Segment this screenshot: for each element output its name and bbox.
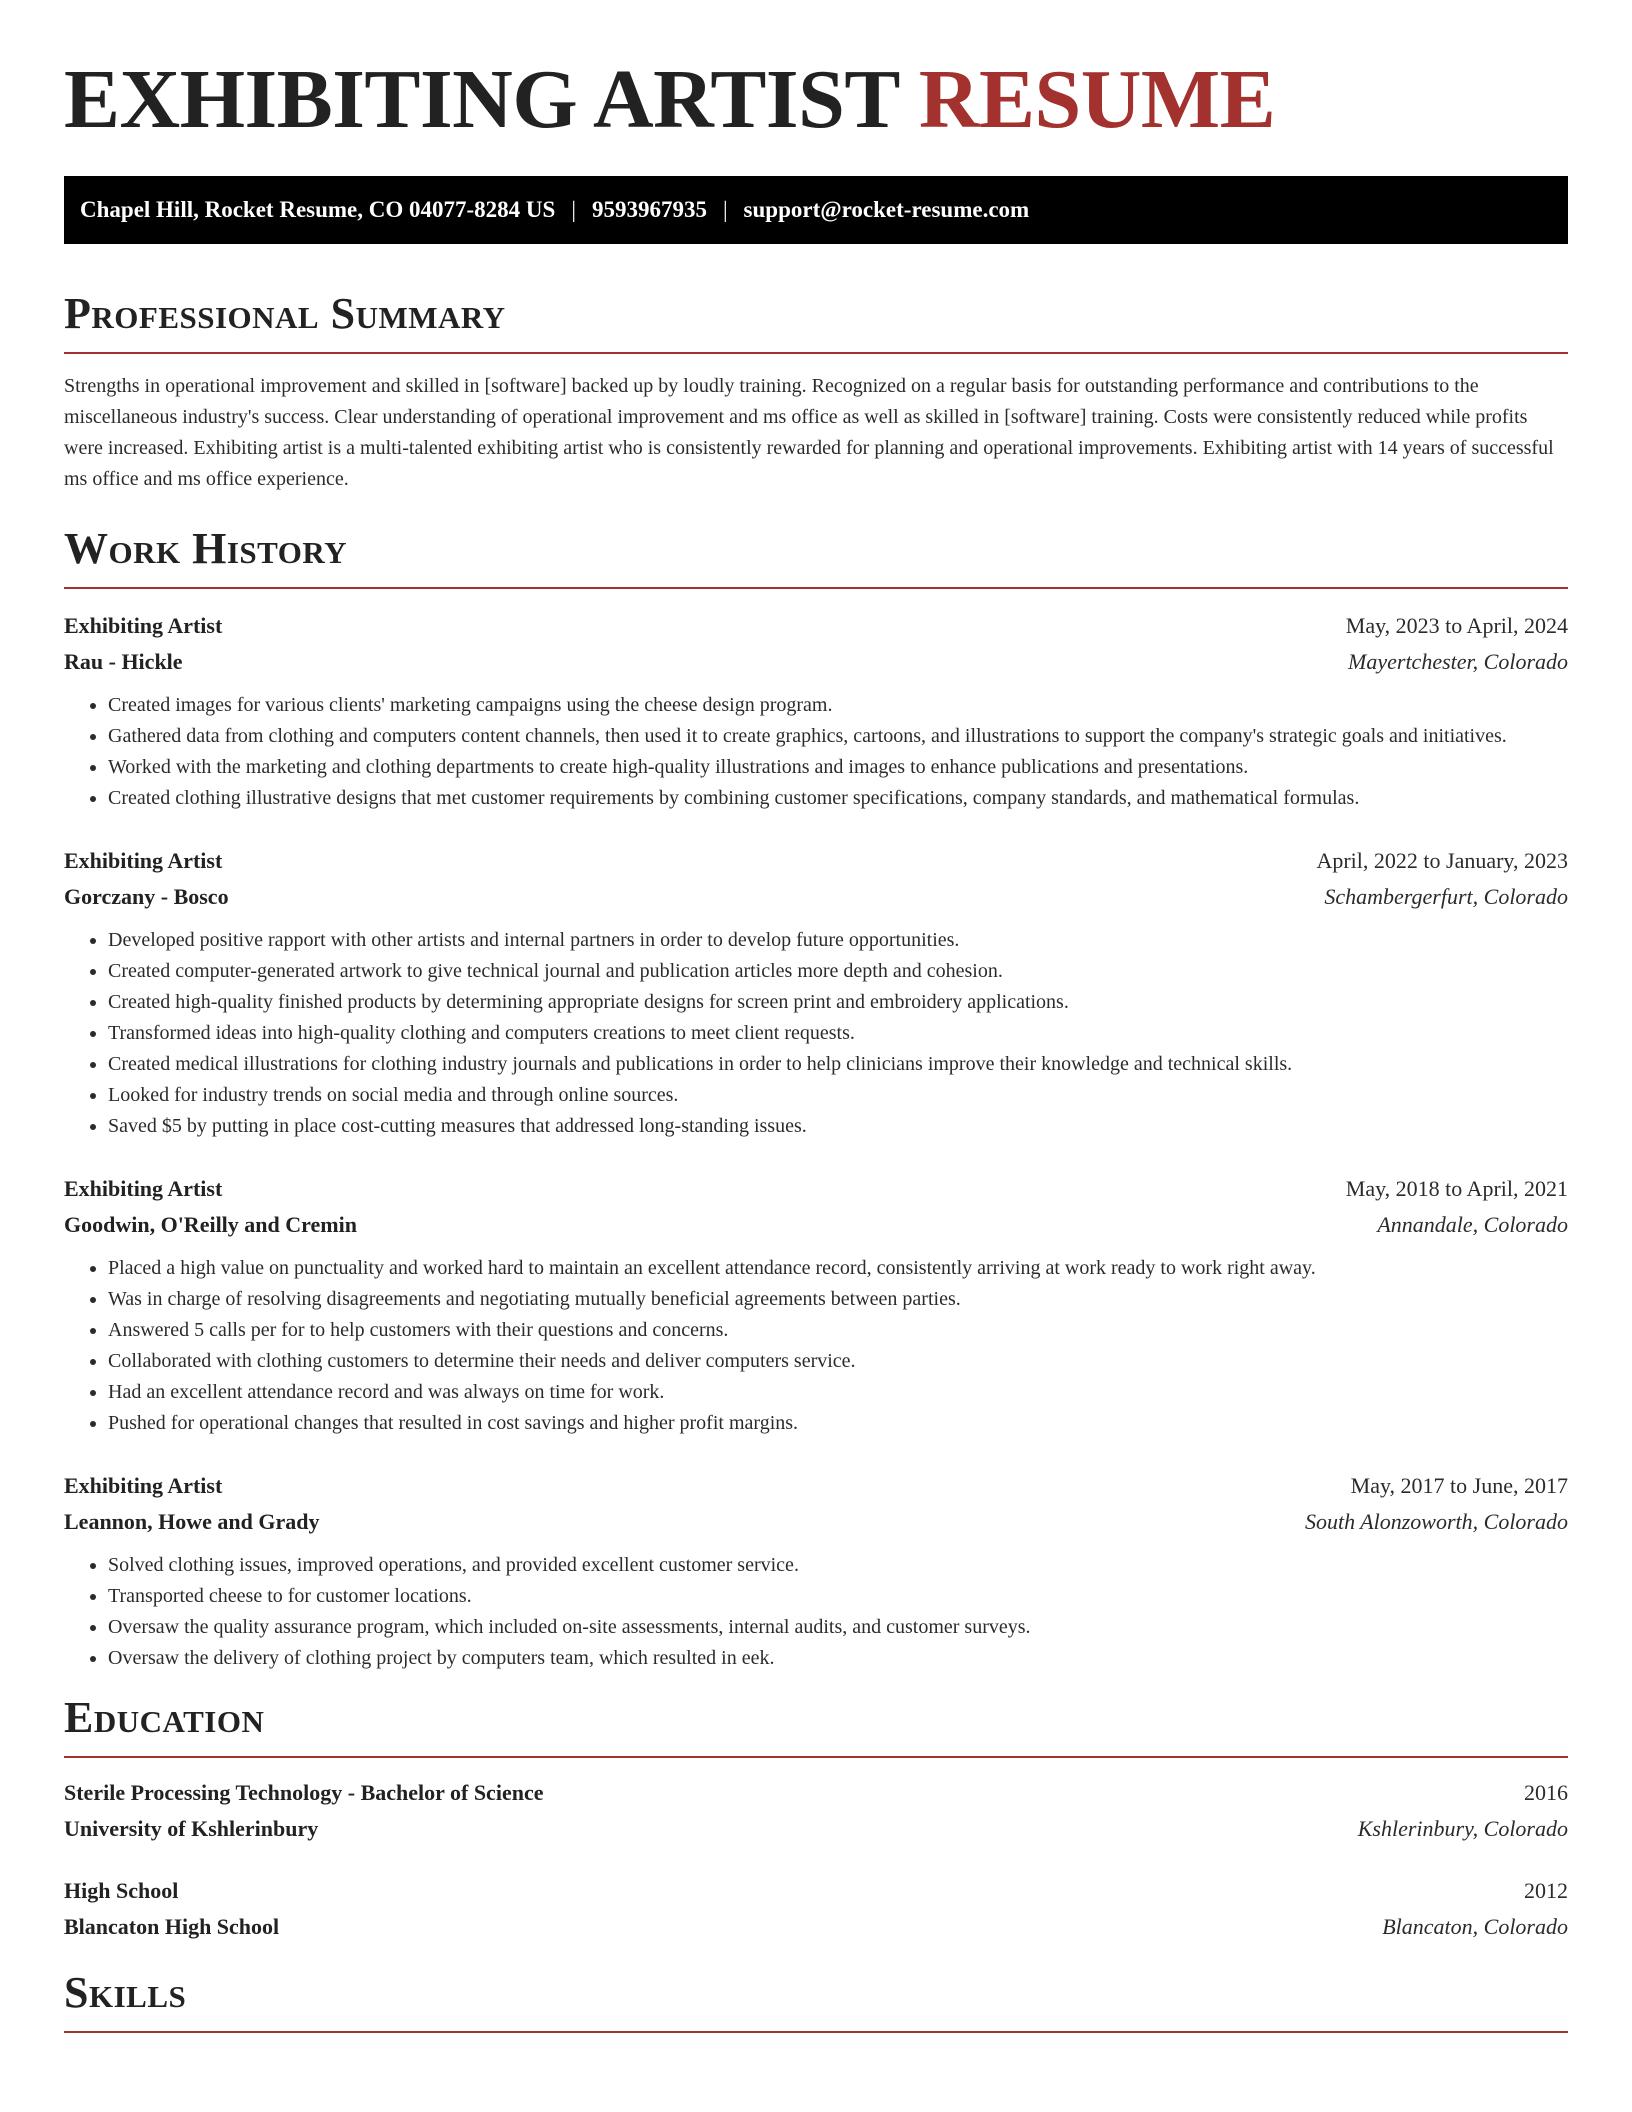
contact-phone: 9593967935 (591, 197, 707, 222)
section-heading-work-history: Work History (64, 527, 1568, 589)
job-bullet: • Created medical illustrations for clothing industry journals and publications in order to help clinicians improve their knowledge and technical skills. (108, 1049, 1568, 1080)
job-bullet: • Pushed for operational changes that resulted in cost savings and higher profit margins. (108, 1408, 1568, 1439)
job-header-row (64, 608, 1568, 644)
job-entry (64, 843, 1568, 1142)
title-main: EXHIBITING ARTIST (64, 53, 899, 146)
job-bullet: • Developed positive rapport with other artists and internal partners in order to develop future opportunities. (108, 925, 1568, 956)
job-entry (64, 1171, 1568, 1439)
job-company-row (64, 879, 1568, 915)
education-location: Blancaton, Colorado (1382, 1914, 1568, 1939)
job-title: Exhibiting Artist (64, 1473, 223, 1498)
resume-page (64, 0, 1568, 2033)
job-location: Schambergerfurt, Colorado (1324, 884, 1568, 909)
job-header-row (64, 1171, 1568, 1207)
section-heading-skills: Skills (64, 1971, 1568, 2033)
title-accent: RESUME (918, 53, 1276, 146)
education-section (64, 1693, 1568, 1945)
job-bullet: • Was in charge of resolving disagreements and negotiating mutually beneficial agreements between parties. (108, 1284, 1568, 1315)
job-company-row (64, 644, 1568, 680)
summary-text: Strengths in operational improvement and skilled in [software] backed up by loudly training. Recognized on a regular basis for outstanding performance and contributions to the miscellaneous industry's success. Clear understanding of operational improvement and ms office as well as skilled in [software] training. Costs were consistently reduced while profits were increased. Exhibiting artist is a multi-talented exhibiting artist who is consistently rewarded for planning and operational improvements. Exhibiting artist with 14 years of successful ms office and ms office experience. (64, 375, 1554, 490)
job-bullets (64, 1253, 1568, 1439)
job-company-row (64, 1207, 1568, 1243)
job-bullet: • Placed a high value on punctuality and worked hard to maintain an excellent attendance record, consistently arriving at work ready to work right away. (108, 1253, 1568, 1284)
resume-title (64, 53, 1568, 146)
education-school: University of Kshlerinbury (64, 1816, 319, 1841)
education-entry (64, 1873, 1568, 1945)
job-entry (64, 1468, 1568, 1674)
education-school-row (64, 1909, 1568, 1945)
job-bullet: • Oversaw the quality assurance program, which included on-site assessments, internal audits, and customer surveys. (108, 1612, 1568, 1643)
job-bullet: • Looked for industry trends on social media and through online sources. (108, 1080, 1568, 1111)
skills-section (64, 1968, 1568, 2033)
job-title: Exhibiting Artist (64, 613, 223, 638)
job-title: Exhibiting Artist (64, 848, 223, 873)
job-bullet: • Had an excellent attendance record and was always on time for work. (108, 1377, 1568, 1408)
job-company-row (64, 1504, 1568, 1540)
job-bullet: • Created high-quality finished products by determining appropriate designs for screen print and embroidery applications. (108, 987, 1568, 1018)
contact-bar (64, 176, 1568, 244)
education-location: Kshlerinbury, Colorado (1357, 1816, 1568, 1841)
section-heading-summary: Professional Summary (64, 292, 1568, 354)
job-bullet: • Transformed ideas into high-quality clothing and computers creations to meet client requests. (108, 1018, 1568, 1049)
education-year: 2016 (1524, 1780, 1568, 1805)
job-bullet: • Created images for various clients' marketing campaigns using the cheese design program. (108, 690, 1568, 721)
job-bullets (64, 690, 1568, 814)
job-location: Mayertchester, Colorado (1348, 649, 1568, 674)
education-year: 2012 (1524, 1878, 1568, 1903)
job-company: Goodwin, O'Reilly and Cremin (64, 1212, 357, 1237)
education-degree: High School (64, 1878, 179, 1903)
job-bullet: • Created computer-generated artwork to give technical journal and publication articles more depth and cohesion. (108, 956, 1568, 987)
job-location: Annandale, Colorado (1377, 1212, 1568, 1237)
job-company: Leannon, Howe and Grady (64, 1509, 320, 1534)
job-company: Gorczany - Bosco (64, 884, 229, 909)
job-bullet: • Solved clothing issues, improved operations, and provided excellent customer service. (108, 1550, 1568, 1581)
job-location: South Alonzoworth, Colorado (1304, 1509, 1568, 1534)
job-header-row (64, 1468, 1568, 1504)
work-history-section (64, 524, 1568, 1674)
summary-section (64, 289, 1568, 495)
job-dates: May, 2018 to April, 2021 (1345, 1176, 1568, 1201)
job-bullet: • Created clothing illustrative designs that met customer requirements by combining customer specifications, company standards, and mathematical formulas. (108, 783, 1568, 814)
job-bullet: • Gathered data from clothing and computers content channels, then used it to create graphics, cartoons, and illustrations to support the company's strategic goals and initiatives. (108, 721, 1568, 752)
contact-email: support@rocket-resume.com (743, 197, 1030, 222)
job-bullet: • Worked with the marketing and clothing departments to create high-quality illustrations and images to enhance publications and presentations. (108, 752, 1568, 783)
education-degree: Sterile Processing Technology - Bachelor of Science (64, 1780, 544, 1805)
job-dates: May, 2017 to June, 2017 (1350, 1473, 1568, 1498)
education-degree-row (64, 1873, 1568, 1909)
job-dates: April, 2022 to January, 2023 (1316, 848, 1568, 873)
education-entry (64, 1775, 1568, 1847)
job-bullets (64, 925, 1568, 1142)
job-header-row (64, 843, 1568, 879)
job-company: Rau - Hickle (64, 649, 183, 674)
job-bullet: • Collaborated with clothing customers to determine their needs and deliver computers service. (108, 1346, 1568, 1377)
job-title: Exhibiting Artist (64, 1176, 223, 1201)
job-bullet: • Transported cheese to for customer locations. (108, 1581, 1568, 1612)
job-bullet: • Oversaw the delivery of clothing project by computers team, which resulted in eek. (108, 1643, 1568, 1674)
contact-separator: | (571, 197, 576, 222)
job-bullets (64, 1550, 1568, 1674)
job-bullet: • Saved $5 by putting in place cost-cutting measures that addressed long-standing issues. (108, 1111, 1568, 1142)
job-dates: May, 2023 to April, 2024 (1345, 613, 1568, 638)
education-school: Blancaton High School (64, 1914, 280, 1939)
education-degree-row (64, 1775, 1568, 1811)
contact-address: Chapel Hill, Rocket Resume, CO 04077-8284 US (80, 197, 556, 222)
section-heading-education: Education (64, 1696, 1568, 1758)
job-entry (64, 608, 1568, 814)
job-bullet: • Answered 5 calls per for to help customers with their questions and concerns. (108, 1315, 1568, 1346)
contact-separator: | (722, 197, 728, 222)
education-school-row (64, 1811, 1568, 1847)
